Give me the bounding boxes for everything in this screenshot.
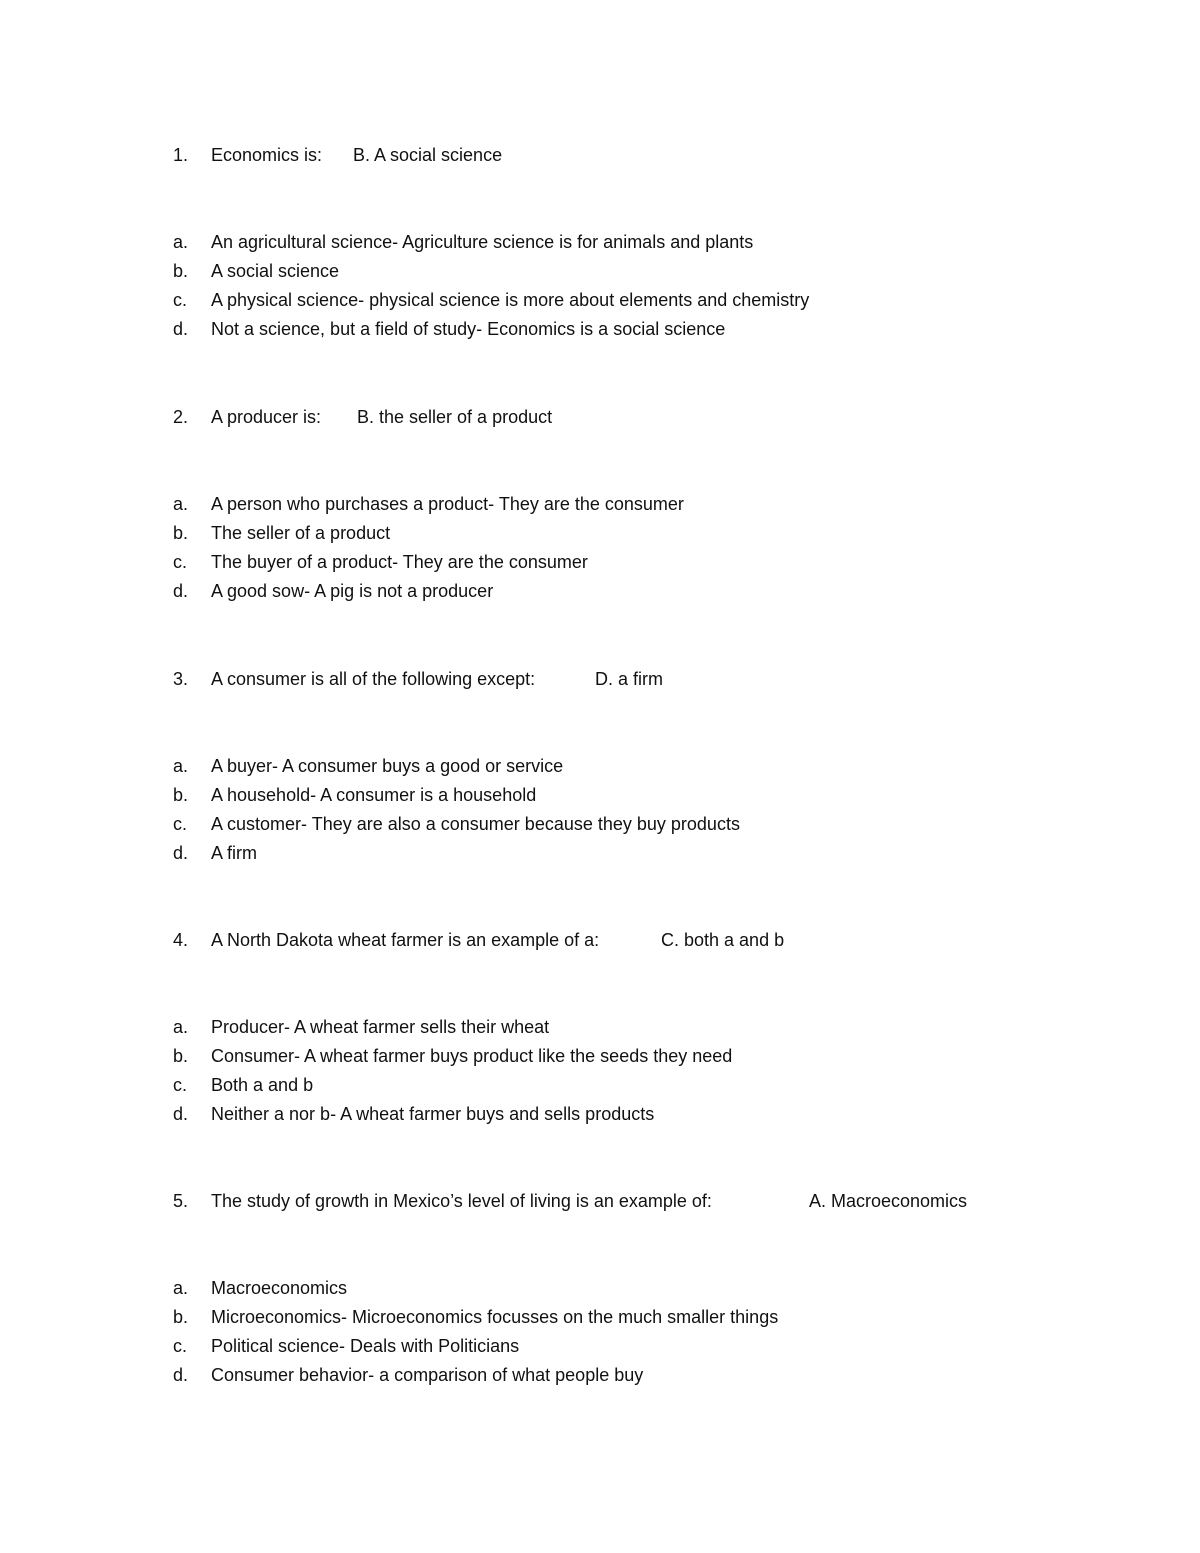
- option-text: The seller of a product: [211, 523, 391, 543]
- option-item: [173, 1071, 1133, 1100]
- option-item: [173, 752, 1133, 781]
- option-text: A firm: [211, 843, 258, 863]
- option-text: Political science- Deals with Politicians: [211, 1336, 520, 1356]
- option-letter: a.: [173, 232, 189, 252]
- option-letter: b.: [173, 1046, 189, 1066]
- option-text: Macroeconomics: [211, 1278, 348, 1298]
- option-item: [173, 1361, 1133, 1390]
- option-letter: c.: [173, 552, 188, 572]
- option-text: The buyer of a product- They are the consumer: [211, 552, 588, 572]
- option-letter: c.: [173, 814, 188, 834]
- option-letter: d.: [173, 1365, 189, 1385]
- question-line: [173, 1187, 1133, 1216]
- question-answer: B. A social science: [353, 145, 503, 165]
- option-item: [173, 257, 1133, 286]
- option-item: [173, 1274, 1133, 1303]
- question-4: [173, 926, 1133, 1129]
- question-number: 4.: [173, 930, 189, 950]
- option-text: A person who purchases a product- They are the consumer: [211, 494, 684, 514]
- option-item: [173, 315, 1133, 344]
- option-text: A household- A consumer is a household: [211, 785, 537, 805]
- options-list: [173, 1274, 1133, 1390]
- option-item: [173, 548, 1133, 577]
- option-letter: c.: [173, 1075, 188, 1095]
- option-item: [173, 839, 1133, 868]
- option-letter: d.: [173, 1104, 189, 1124]
- question-text: The study of growth in Mexico’s level of living is an example of:: [211, 1191, 712, 1211]
- option-text: A buyer- A consumer buys a good or service: [211, 756, 564, 776]
- question-text: A producer is:: [211, 407, 322, 427]
- option-text: Microeconomics- Microeconomics focusses on the much smaller things: [211, 1307, 779, 1327]
- question-answer: D. a firm: [595, 669, 664, 689]
- option-letter: a.: [173, 756, 189, 776]
- option-letter: b.: [173, 261, 189, 281]
- option-letter: c.: [173, 1336, 188, 1356]
- option-letter: a.: [173, 1017, 189, 1037]
- option-item: [173, 1100, 1133, 1129]
- options-list: [173, 490, 1133, 606]
- question-number: 3.: [173, 669, 189, 689]
- question-number: 2.: [173, 407, 189, 427]
- option-item: [173, 228, 1133, 257]
- option-letter: d.: [173, 319, 189, 339]
- question-text: A consumer is all of the following except:: [211, 669, 536, 689]
- options-list: [173, 752, 1133, 868]
- option-text: Consumer behavior- a comparison of what people buy: [211, 1365, 644, 1385]
- question-answer: B. the seller of a product: [357, 407, 553, 427]
- question-answer: A. Macroeconomics: [809, 1191, 968, 1211]
- option-item: [173, 519, 1133, 548]
- question-line: [173, 926, 1133, 955]
- option-item: [173, 577, 1133, 606]
- question-2: [173, 403, 1133, 606]
- question-line: [173, 403, 1133, 432]
- question-answer: C. both a and b: [661, 930, 785, 950]
- option-letter: d.: [173, 843, 189, 863]
- question-number: 5.: [173, 1191, 189, 1211]
- option-text: Producer- A wheat farmer sells their wheat: [211, 1017, 550, 1037]
- question-line: [173, 665, 1133, 694]
- option-letter: b.: [173, 523, 189, 543]
- option-item: [173, 1332, 1133, 1361]
- question-text: Economics is:: [211, 145, 323, 165]
- question-text: A North Dakota wheat farmer is an example of a:: [211, 930, 600, 950]
- option-letter: b.: [173, 785, 189, 805]
- option-item: [173, 286, 1133, 315]
- question-line: [173, 141, 1133, 170]
- option-text: An agricultural science- Agriculture science is for animals and plants: [211, 232, 754, 252]
- option-item: [173, 781, 1133, 810]
- question-5: [173, 1187, 1133, 1390]
- option-letter: a.: [173, 494, 189, 514]
- option-item: [173, 1042, 1133, 1071]
- option-letter: a.: [173, 1278, 189, 1298]
- option-letter: c.: [173, 290, 188, 310]
- option-text: A customer- They are also a consumer because they buy products: [211, 814, 740, 834]
- option-text: A social science: [211, 261, 340, 281]
- option-letter: d.: [173, 581, 189, 601]
- option-text: Both a and b: [211, 1075, 314, 1095]
- option-item: [173, 810, 1133, 839]
- option-text: A good sow- A pig is not a producer: [211, 581, 494, 601]
- option-text: Consumer- A wheat farmer buys product like the seeds they need: [211, 1046, 733, 1066]
- option-item: [173, 1303, 1133, 1332]
- options-list: [173, 1013, 1133, 1129]
- option-text: A physical science- physical science is more about elements and chemistry: [211, 290, 810, 310]
- option-item: [173, 1013, 1133, 1042]
- option-text: Not a science, but a field of study- Economics is a social science: [211, 319, 726, 339]
- question-1: [173, 141, 1133, 344]
- option-text: Neither a nor b- A wheat farmer buys and sells products: [211, 1104, 655, 1124]
- question-number: 1.: [173, 145, 189, 165]
- question-3: [173, 665, 1133, 868]
- option-letter: b.: [173, 1307, 189, 1327]
- options-list: [173, 228, 1133, 344]
- option-item: [173, 490, 1133, 519]
